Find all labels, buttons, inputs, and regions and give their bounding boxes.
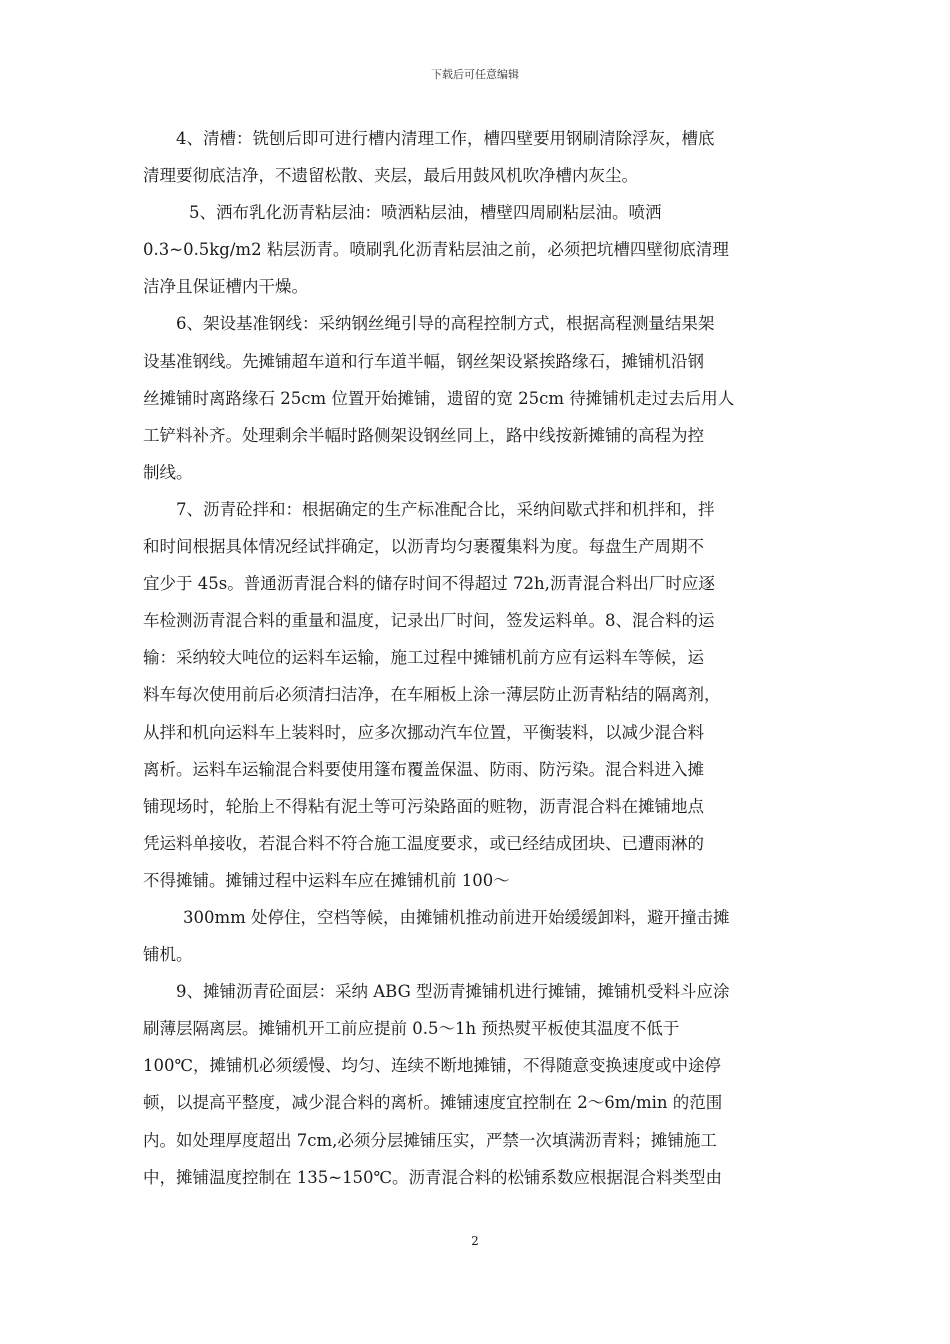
text-line: 宜少于 45s。普通沥青混合料的储存时间不得超过 72h,沥青混合料出厂时应逐 xyxy=(143,574,715,594)
text-line: 0.3~0.5kg/m2 粘层沥青。喷刷乳化沥青粘层油之前，必须把坑槽四壁彻底清理 xyxy=(143,240,729,260)
text-line: 输：采纳较大吨位的运料车运输，施工过程中摊铺机前方应有运料车等候，运 xyxy=(143,648,704,668)
text-line: 离析。运料车运输混合料要使用篷布覆盖保温、防雨、防污染。混合料进入摊 xyxy=(143,759,704,779)
text-line: 铺现场时，轮胎上不得粘有泥土等可污染路面的赃物，沥青混合料在摊铺地点 xyxy=(143,796,704,816)
text-line: 从拌和机向运料车上装料时，应多次挪动汽车位置，平衡装料，以减少混合料 xyxy=(143,722,704,742)
paragraph-clean-groove xyxy=(143,120,815,194)
text-line: 顿，以提高平整度，减少混合料的离析。摊铺速度宜控制在 2～6m/min 的范围 xyxy=(143,1093,723,1113)
text-line: 9、摊铺沥青砼面层：采纳 ABG 型沥青摊铺机进行摊铺，摊铺机受料斗应涂 xyxy=(176,982,730,1002)
text-line: 丝摊铺时离路缘石 25cm 位置开始摊铺，遗留的宽 25cm 待摊铺机走过去后用人 xyxy=(143,388,735,408)
text-line: 刷薄层隔离层。摊铺机开工前应提前 0.5～1h 预热熨平板使其温度不低于 xyxy=(143,1019,680,1039)
text-line: 6、架设基准钢线：采纳钢丝绳引导的高程控制方式，根据高程测量结果架 xyxy=(176,314,715,334)
text-line: 制线。 xyxy=(143,462,193,482)
page-number: 2 xyxy=(471,1234,479,1248)
text-line: 内。如处理厚度超出 7cm,必须分层摊铺压实，严禁一次填满沥青料；摊铺施工 xyxy=(143,1130,717,1150)
paragraph-truck-stop xyxy=(143,899,815,973)
text-line: 100℃，摊铺机必须缓慢、均匀、连续不断地摊铺，不得随意变换速度或中途停 xyxy=(143,1056,721,1076)
text-line: 凭运料单接收，若混合料不符合施工温度要求，或已经结成团块、已遭雨淋的 xyxy=(143,833,704,853)
document-body xyxy=(143,120,815,1196)
text-line: 4、清槽：铣刨后即可进行槽内清理工作，槽四壁要用钢刷清除浮灰，槽底 xyxy=(176,129,715,148)
text-line: 5、洒布乳化沥青粘层油：喷洒粘层油，槽壁四周刷粘层油。喷洒 xyxy=(189,203,662,223)
text-line: 不得摊铺。摊铺过程中运料车应在摊铺机前 100～ xyxy=(143,870,510,890)
text-line: 和时间根据具体情况经试拌确定，以沥青均匀裹覆集料为度。每盘生产周期不 xyxy=(143,537,704,557)
text-line: 铺机。 xyxy=(143,945,193,965)
paragraph-tack-coat xyxy=(143,194,815,305)
text-line: 清理要彻底洁净，不遗留松散、夹层，最后用鼓风机吹净槽内灰尘。 xyxy=(143,166,638,186)
text-line: 料车每次使用前后必须清扫洁净，在车厢板上涂一薄层防止沥青粘结的隔离剂， xyxy=(143,685,721,705)
text-line: 洁净且保证槽内干燥。 xyxy=(143,277,308,297)
text-line: 300mm 处停住，空档等候，由摊铺机推动前进开始缓缓卸料，避开撞击摊 xyxy=(183,907,730,927)
text-line: 7、沥青砼拌和：根据确定的生产标准配合比，采纳间歇式拌和机拌和，拌 xyxy=(176,499,715,519)
text-line: 车检测沥青混合料的重量和温度，记录出厂时间，签发运料单。8、混合料的运 xyxy=(143,611,715,631)
text-line: 设基准钢线。先摊铺超车道和行车道半幅，钢丝架设紧挨路缘石，摊铺机沿钢 xyxy=(143,351,704,371)
text-line: 中，摊铺温度控制在 135~150℃。沥青混合料的松铺系数应根据混合料类型由 xyxy=(143,1167,723,1187)
text-line: 工铲料补齐。处理剩余半幅时路侧架设钢丝同上，路中线按新摊铺的高程为控 xyxy=(143,425,704,445)
paragraph-reference-wire xyxy=(143,305,815,490)
header-note: 下载后可任意编辑 xyxy=(431,68,519,81)
paragraph-asphalt-mixing xyxy=(143,491,815,899)
paragraph-paving xyxy=(143,973,815,1196)
